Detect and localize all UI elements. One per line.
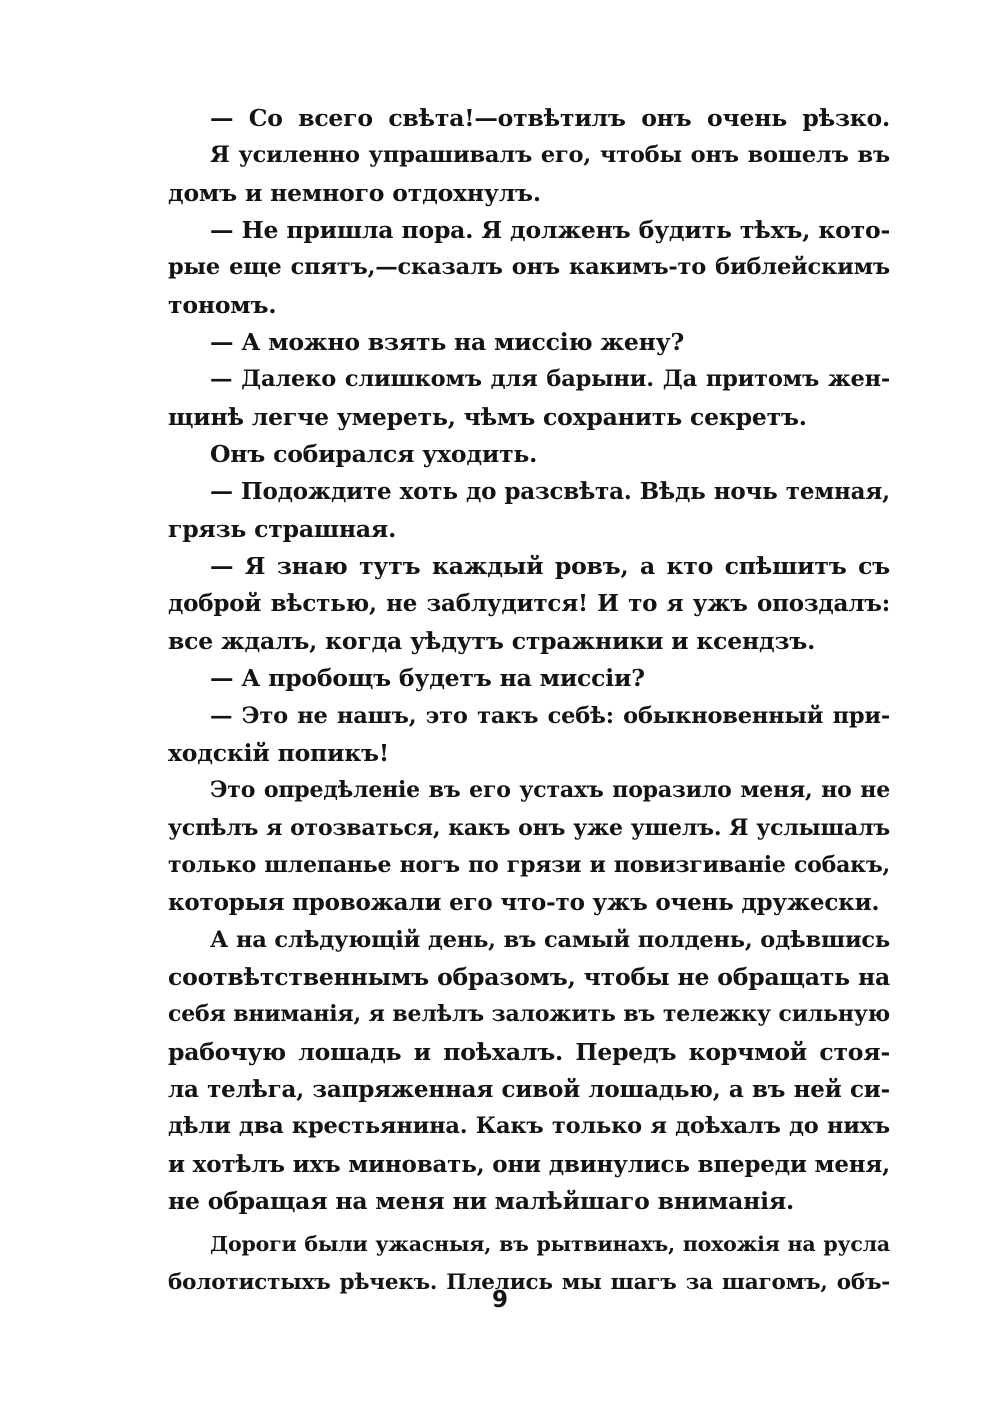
- text-line: — Это не нашъ, это такъ себѣ: обыкновенный при-: [210, 702, 890, 729]
- text-line: тономъ.: [168, 290, 277, 319]
- text-line: которыя провожали его что-то ужъ очень дружески.: [168, 889, 880, 917]
- text-line: — Со всего свѣта!—отвѣтилъ онъ очень рѣзко.: [210, 104, 890, 132]
- text-line: рые еще спятъ,—сказалъ онъ какимъ-то библейскимъ: [168, 254, 890, 281]
- text-line: Онъ собирался уходить.: [210, 440, 538, 469]
- text-line: Дороги были ужасныя, въ рытвинахъ, похожія на русла: [210, 1232, 890, 1257]
- text-line: соотвѣтственнымъ образомъ, чтобы не обращать на: [168, 962, 890, 991]
- text-line: — Подождите хоть до разсвѣта. Вѣдь ночь темная,: [210, 478, 890, 506]
- text-line: Это опредѣленіе въ его устахъ поразило меня, но не: [210, 777, 890, 804]
- body-text: [168, 100, 890, 1301]
- text-line: щинѣ легче умереть, чѣмъ сохранить секретъ.: [168, 402, 807, 431]
- text-line: — Далеко слишкомъ для барыни. Да притомъ жен-: [210, 366, 890, 393]
- text-line: и хотѣлъ ихъ миновать, они двинулись впереди меня,: [168, 1150, 890, 1178]
- text-line: все ждалъ, когда уѣдутъ стражники и ксендзъ.: [168, 626, 816, 655]
- text-line: грязь страшная.: [168, 514, 397, 543]
- text-line: — А можно взять на миссію жену?: [210, 328, 685, 357]
- text-line: дѣли два крестьянина. Какъ только я доѣхалъ до нихъ: [168, 1113, 890, 1140]
- page-number: 9: [491, 1287, 508, 1313]
- text-line: только шлепанье ногъ по грязи и повизгиваніе собакъ,: [168, 851, 890, 878]
- text-line: не обращая на меня ни малѣйшаго вниманія.: [168, 1186, 795, 1215]
- text-line: болотистыхъ рѣчекъ. Плелись мы шагъ за шагомъ, объ-: [168, 1269, 890, 1295]
- text-line: — Я знаю тутъ каждый ровъ, а кто спѣшитъ съ: [210, 552, 890, 581]
- text-line: себя вниманія, я велѣлъ заложить въ тележку сильную: [168, 1001, 890, 1028]
- text-line: ла телѣга, запряженная сивой лошадью, а въ ней си-: [168, 1075, 890, 1103]
- text-line: успѣлъ я отозваться, какъ онъ уже ушелъ. Я услышалъ: [168, 814, 890, 841]
- text-line: доброй вѣстью, не заблудится! И то я ужъ опоздалъ:: [168, 590, 890, 618]
- text-line: — Не пришла пора. Я долженъ будить тѣхъ, кото-: [210, 216, 890, 245]
- text-line: ходскій попикъ!: [168, 738, 389, 767]
- text-line: рабочую лошадь и поѣхалъ. Передъ корчмой стоя-: [168, 1037, 890, 1066]
- text-line: А на слѣдующій день, въ самый полдень, одѣвшись: [210, 926, 890, 953]
- text-line: — А пробощъ будетъ на миссіи?: [210, 664, 645, 693]
- text-line: Я усиленно упрашивалъ его, чтобы онъ вошелъ въ: [210, 142, 890, 169]
- text-line: домъ и немного отдохнулъ.: [168, 178, 541, 207]
